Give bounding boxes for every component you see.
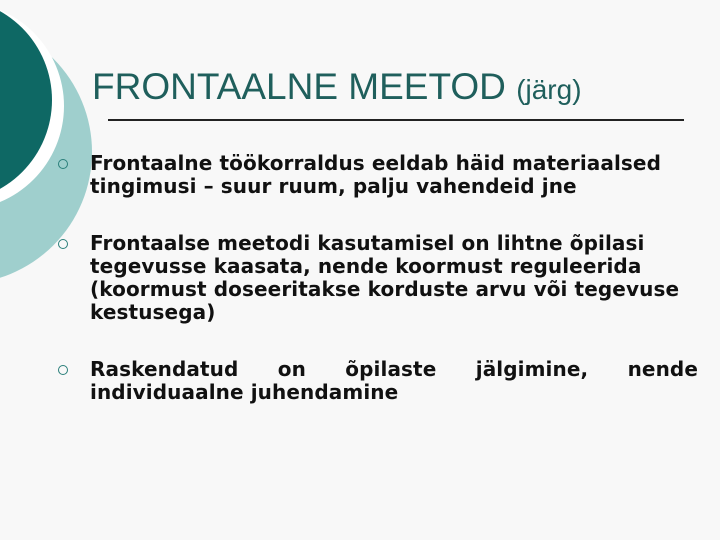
slide-title-main: FRONTAALNE MEETOD [92,66,506,107]
slide-title [92,68,582,105]
title-underline [108,119,684,121]
bullet-item [58,358,698,404]
bullet-item [58,152,698,198]
bullet-text: Raskendatud on õpilaste jälgimine, nende individuaalne juhendamine [90,357,698,404]
hollow-circle-icon [58,239,68,249]
bullet-text: Frontaalne töökorraldus eeldab häid materiaalsed tingimusi – suur ruum, palju vahendeid jne [90,151,662,198]
bullet-text: Frontaalse meetodi kasutamisel on lihtne õpilasi tegevusse kaasata, nende koormust reguleerida (koormust doseeritakse korduste arvu või tegevuse kestusega) [90,231,680,324]
hollow-circle-icon [58,159,68,169]
hollow-circle-icon [58,365,68,375]
bullet-item [58,232,698,324]
bullet-list [58,152,698,438]
slide-title-suffix: (järg) [516,74,582,105]
